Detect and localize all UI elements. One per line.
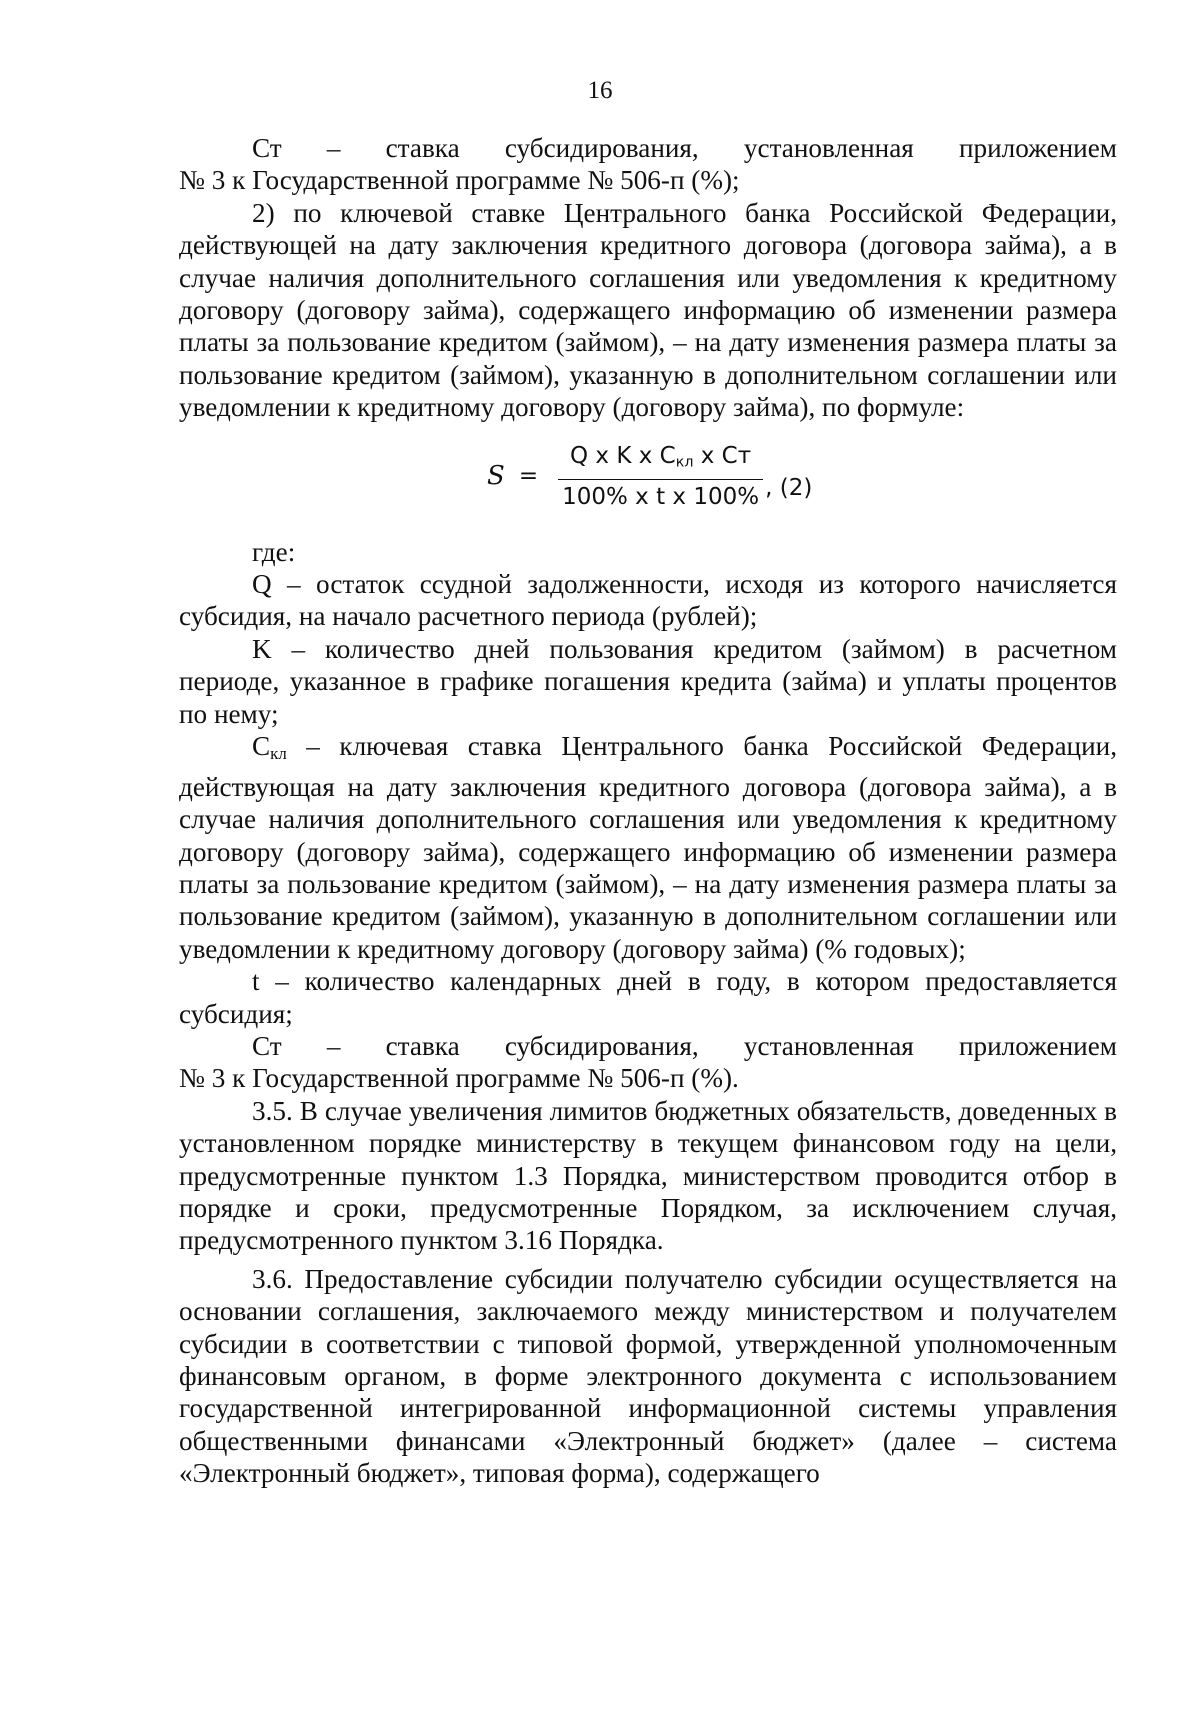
paragraph-3-5: 3.5. В случае увеличения лимитов бюджетных обязательств, доведенных в установленном порядке министерству в текущем финансовом году на цели, предусмотренные пунктом 1.3 Порядка, министерством проводится отбор в порядке и сроки, предусмотренные Порядком, за исключением случая, предусмотренного пунктом 3.16 Порядка. bbox=[179, 1095, 1117, 1256]
page-number: 16 bbox=[587, 77, 613, 104]
formula-numerator-suffix: x Ст bbox=[693, 442, 752, 469]
formula-denominator: 100% x t x 100% bbox=[562, 484, 760, 511]
paragraph-3-6: 3.6. Предоставление субсидии получателю субсидии осуществляется на основании соглашения, заключаемого между министерством и получателем субсидии в соответствии с типовой формой, утвержденной уполномоченным финансовым органом, в форме электронного документа с использованием государственной интегрированной информационной системы управления общественными финансами «Электронный бюджет» (далее – система «Электронный бюджет», типовая форма), содержащего bbox=[179, 1263, 1117, 1489]
definition-st-line1: Ст – ставка субсидирования, установленная приложением bbox=[252, 1030, 1117, 1061]
formula-fraction bbox=[558, 442, 763, 512]
formula-equals: = bbox=[518, 463, 539, 490]
formula-numerator bbox=[566, 442, 755, 480]
formula-lhs: S bbox=[487, 461, 505, 492]
formula-block bbox=[179, 424, 1117, 536]
paragraph-key-rate-formula-intro: 2) по ключевой ставке Центрального банка Российской Федерации, действующей на дату заключения кредитного договора (договора займа), а в случае наличия дополнительного соглашения или уведомления к кредитному договору (договору займа), содержащего информацию об изменении размера платы за пользование кредитом (займом), – на дату изменения размера платы за пользование кредитом (займом), указанную в дополнительном соглашении или уведомлении к кредитному договору (договору займа), по формуле: bbox=[179, 197, 1117, 423]
definition-ckl-subscript: кл bbox=[270, 744, 287, 764]
formula-2 bbox=[487, 442, 812, 512]
definition-ckl-text: – ключевая ставка Центрального банка Российской Федерации, действующая на дату заключения кредитного договора (договора займа), а в случае наличия дополнительного соглашения или уведомления к кредитному договору (договору займа), содержащего информацию об изменении размера платы за пользование кредитом (займом), – на дату изменения размера платы за пользование кредитом (займом), указанную в дополнительном соглашении или уведомлении к кредитному договору (договору займа) (% годовых); bbox=[179, 731, 1117, 964]
formula-numerator-prefix: Q x K x C bbox=[570, 442, 676, 469]
definition-q: Q – остаток ссудной задолженности, исходя из которого начисляется субсидия, на начало расчетного периода (рублей); bbox=[179, 569, 1117, 632]
definition-ckl bbox=[179, 730, 1117, 965]
paragraph-st-rate-line2: № 3 к Государственной программе № 506-п (%); bbox=[179, 165, 740, 196]
definition-st-line2: № 3 к Государственной программе № 506-п (%). bbox=[179, 1063, 739, 1094]
formula-numerator-sub: кл bbox=[675, 454, 694, 471]
definition-ckl-symbol: С bbox=[252, 731, 271, 762]
definition-t: t – количество календарных дней в году, в котором предоставляется субсидия; bbox=[179, 966, 1117, 1029]
definition-k: K – количество дней пользования кредитом (займом) в расчетном периоде, указанное в графике погашения кредита (займа) и уплаты процентов по нему; bbox=[179, 633, 1117, 729]
paragraph-st-rate-line1: Ст – ставка субсидирования, установленная приложением bbox=[252, 133, 1117, 163]
formula-number: , (2) bbox=[765, 475, 813, 502]
where-label: где: bbox=[252, 536, 296, 567]
document-body bbox=[179, 132, 1117, 1490]
